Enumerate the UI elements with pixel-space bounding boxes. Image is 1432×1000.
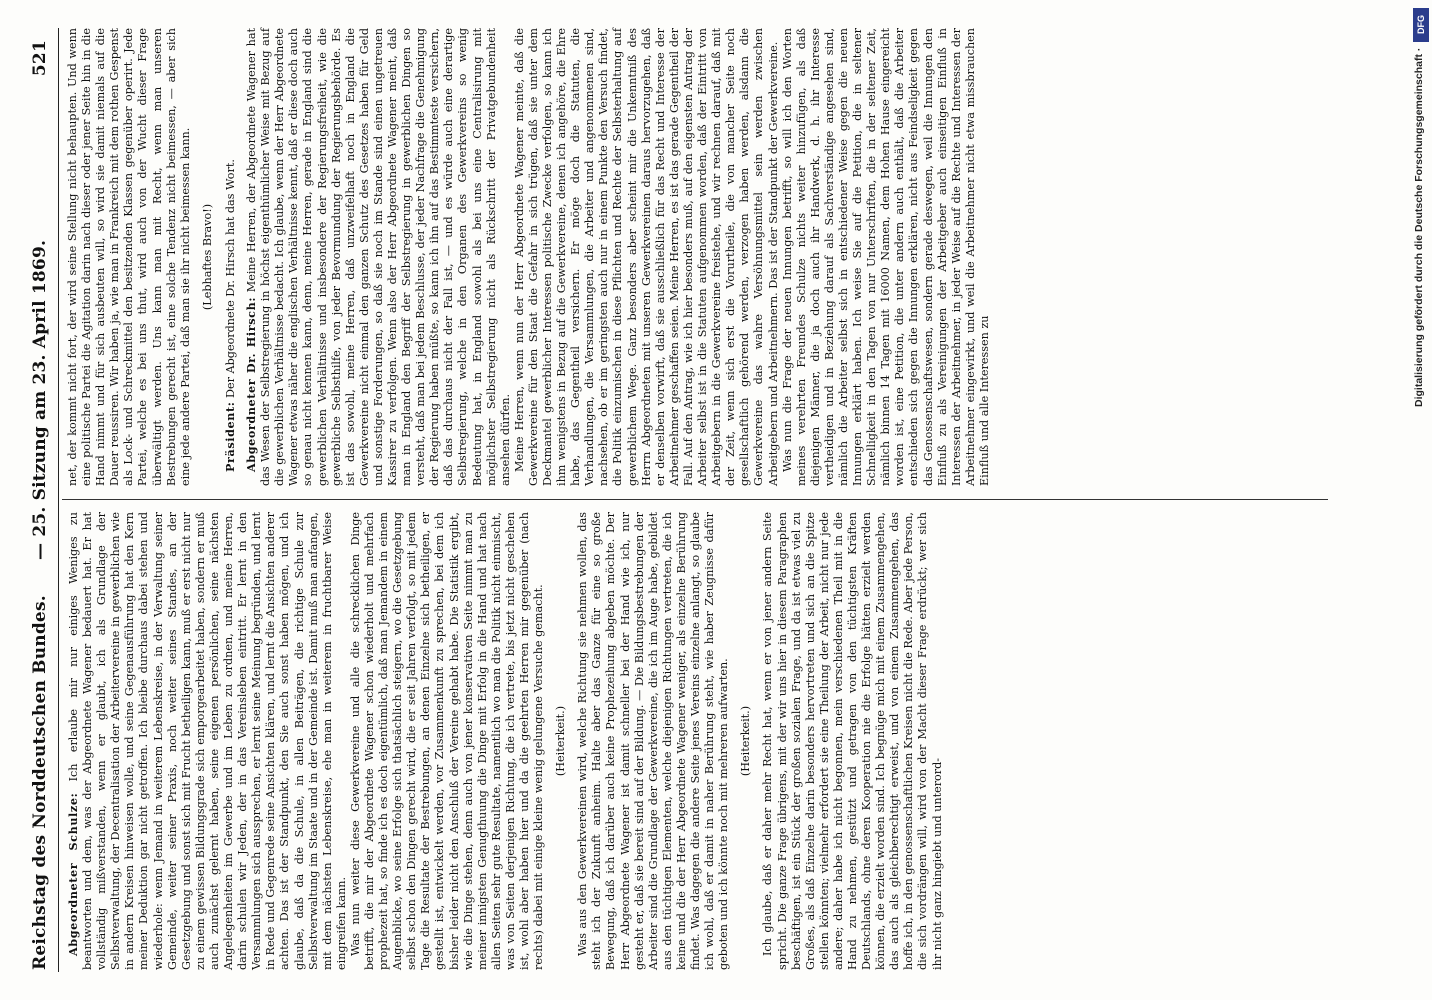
digitization-credit: Digitalisierung gefördert durch die Deutsche Forschungsgemeinschaft · [1413,48,1425,408]
paragraph [244,28,513,486]
paragraph: Was nun weiter diese Gewerkvereine und alle die schrecklichen Dinge betrifft, die mir der Abgeordnete Wagener schon wiederholt und mehrfach prophezeit hat, so finde ich es doch eigentümlich, daß man Jemandem in einem Augenblicke, wo seine Erfolge sich thatsächlich steigern, wo die Gesetzgebung selbst schon den Dingen gerecht wird, die er seit Jahren verfolgt, so mit jedem Tage die Resultate der Bestrebungen, an denen Einzelne sich betheiligen, er gestellt ist, entwickelt werden, vor Zusammenkunft zu sprechen, bei dem ich bisher leider nicht den Anschluß der Vereine gehabt habe. Die Statistik ergibt, wie die Dinge stehen, denn auch von jener konservativen Seite nimmt man zu meiner innigsten Genugthuung die Dinge mit Erfolg in die Hand und hat nach allen Seiten sehr gute Resultate, namentlich wo man die Politik nicht einmischt, was von Seiten derjenigen Richtung, die ich vertrete, bis jetzt nicht geschehen ist, wohl aber haben hier und da die geehrten Herren mir gegenüber (nach rechts) dabei mit einige kleine wenig gelungene Versuche gemacht. [348,512,546,970]
header-rule [58,28,59,972]
dfg-logo: DFG [1413,8,1429,42]
right-column [66,28,991,486]
column-divider [62,499,1328,500]
speaker-name: Abgeordneter Schulze: [66,792,80,956]
running-head-session: — 25. Sitzung am 23. April 1869. [30,239,50,560]
paragraph-text: Ich erlaube mir nur einiges Weniges zu beantworten und dem, was der Abgeordnete Wagener bedauert hat. Er hat vollständig mißverstanden, wenn er glaubt, ich als Grundlage der Selbstverwaltung, der Decentralisation der Arbeitervereine in gewerblichen wie in andern Kreisen hinweisen wolle, und seine Gegenausführung hat den Kern meiner Deduktion gar nicht getroffen. Ich bleibe durchaus dabei stehen und wiederhole: wenn Jemand in weiterem Lebenskreise, in der Verwaltung seiner Gemeinde, weiter seiner Praxis, noch weiter seines Standes, an der Gesetzgebung und sonst sich mit Frucht betheiligen kann, muß er erst nicht nur zu einem gewissen Bildungsgrade sich emporgearbeitet haben, sondern er muß auch zunächst gelernt haben, seine eigenen persönlichen, seine nächsten Angelegenheiten im Gewerbe und im Leben zu ordnen, und meine Herren, darin schulen wir Jeden, der in das Vereinsleben eintritt. Er lernt in den Versammlungen sich aussprechen, er lernt seine Meinung begründen, und lernt in Rede und Gegenrede seine Ansichten klären, und lernt die Ansichten anderer achten. Das ist der Standpunkt, den Sie auch sonst haben mögen, und ich glaube, daß da die Schule, in allen Beiträgen, die richtige Schule zur Selbstverwaltung im Staate und in der Gemeinde ist. Damit muß man anfangen, mit dem nächsten Lebenskreise, ehe man in weiterem in fruchtbarer Weise eingreifen kann. [67,512,348,970]
running-head-title: Reichstag des Norddeutschen Bundes. [30,595,50,970]
paragraph: Was nun die Frage der neuen Innungen betrifft, so will ich den Worten meines verehrten Freundes Schulze nichts weiter hinzufügen, als daß diejenigen Männer, die ja doch auch ihr Handwerk, d. h. ihr Interesse vertheidigen und in Beziehung darauf als Sachverständige angesehen sind, nämlich die Arbeiter selbst sich in entschiedener Weise gegen die neuen Innungen erklärt haben. Ich weise Sie auf die Petition, die in seltener Schnelligkeit in den Tagen von nur Unterschriften, die in der seltener Zeit, nämlich binnen 14 Tagen mit 16000 Namen, dem Hohen Hause eingereicht worden ist, eine Petition, die unter andern auch enthält, daß die Arbeiter entschieden sich gegen die Innungen erklären, nicht aus Feindseligkeit gegen das Genossenschaftswesen, sondern gerade deswegen, weil die Innungen den Einfluß zu als Vereinigungen der Arbeitgeber auch einseitigen Einfluß in Interessen der Arbeitnehmer, in jeder Weise auf die Rechte und Interessen der Arbeitnehmer eingewirkt, und weil die Arbeitnehmer nicht etwa missbrauchen Einfluß und alle Interessen zu [780,28,991,486]
stage-direction: (Heiterkeit.) [554,705,568,777]
left-column [66,512,971,970]
paragraph: net, der kommt nicht fort, der wird seine Stellung nicht behaupten. Und wenn eine politische Partei die Agitation darin nach dieser oder jener Seite hin in die Hand nimmt und für sich ausbeuten will, so wird sie damit niemals auf die Dauer reussiren. Wir haben ja, wie man in Frankreich mit dem rothen Gespenst als Lock- und Schreckmittel den besitzenden Klassen gegenüber operirt. Jede Partei, welche es bei uns thut, wird auch von der Wucht dieser Frage überwältigt werden. Uns kann man mit Recht, wenn man unseren Bestrebungen gerecht ist, eine solche Tendenz nicht beimessen, — aber sich eine jede andere Partei, daß man sie ihr nicht beimessen kann. [66,28,192,486]
paragraph-text: Meine Herren, der Abgeordnete Wagener hat das Wesen der Selbstregierung in höchst eigenthümlicher Weise mit Bezug auf die gewerblichen Verhältnisse bedacht. Ich glaube, wenn der Herr Abgeordnete Wagener etwas näher die englischen Verhältnisse kennt, daß er diese doch auch so genau nicht kennen kann, denn, meine Herren, gerade in England sind die gewerblichen Verhältnisse und insbesondere der Regierungsfreiheit, wie die gewerbliche Selbsthilfe, von jeder Bevormundung der Regierungsbehörde. Es ist das sowohl, meine Herren, daß unzweifelhaft noch in England die Gewerkvereine nicht einmal den ganzen Schutz des Gesetzes haben für Geld und sonstige Forderungen, so daß sie noch im Stande sind einen ungetreuen Kassirer zu verfolgen. Wenn also der Herr Abgeordnete Wagener meint, daß man in England den Begriff der Selbstregierung in gewerblichen Dingen so versteht, daß man bei jedem Beschlusse, der jeder Nachfrage die Genehmigung der Regierung haben müßte, so kann ich ihn auf das Bestimmteste versichern, daß das durchaus nicht der Fall ist, — und es würde auch eine derartige Selbstregierung, welche in den Organen des Gewerkvereins so wenig Bedeutung hat, in England sowohl als bei uns eine Centralisirung mit möglichster Selbstregierung nicht als Rückschritt der Privatgebundenheit ansehen dürfen. [245,28,512,486]
speaker-name: Präsident: [222,401,237,472]
stage-direction: (Heiterkeit.) [739,705,753,777]
paragraph [223,28,238,486]
paragraph: Meine Herren, wenn nun der Herr Abgeordnete Wagener meinte, daß die Gewerkvereine für den Staat die Gefahr in sich trügen, daß sie unter dem Deckmantel gewerblicher Interessen politische Zwecke verfolgen, so kann ich ihm wenigstens in Bezug auf die Gewerkvereine, denen ich angehöre, die Ehre habe, das Gegentheil versichern. Er möge doch die Statuten, die Verhandlungen, die Versammlungen, die Arbeiter und angenommenen sind, nachsehen, ob er im geringsten auch nur in einem Punkte den Versuch findet, die Politik einzumischen in diese Pflichten und Rechte der Selbsterhaltung auf gewerblichem Wege. Ganz besonders aber scheint mir die Unkenntniß des Herrn Abgeordneten mit unseren Gewerkvereinen daraus hervorzugehen, daß er denselben vorwirft, daß sie ausschließlich für das Recht und Interesse der Arbeitnehmer geschaffen seien. Meine Herren, es ist das gerade Gegentheil der Fall. Auf den Antrag, wie ich hier besonders muß, auf den eigensten Antrag der Arbeiter selbst ist in die Statuten aufgenommen worden, daß der Eintritt von Arbeitgebern in die Gewerkvereine freistehe, und wir rechnen darauf, daß mit der Zeit, wenn sich erst die Vorurtheile, die von mancher Seite noch gesellschaftlich gehörend werden, verzogen haben werden, alsdann die Gewerkvereine das wahre Versöhnungsmittel sein werden zwischen Arbeitgebern und Arbeitnehmern. Das ist der Standpunkt der Gewerkvereine. [512,28,780,486]
speaker-name: Abgeordneter Dr. Hirsch: [244,296,259,472]
page-number: 521 [30,40,50,77]
paragraph [66,512,349,970]
stage-direction: (Lebhaftes Bravo!) [200,203,214,311]
paragraph: Ich glaube, daß er daher mehr Recht hat, wenn er von jener andern Seite spricht. Die ganze Frage übrigens, mit der wir uns hier in diesem Paragraphen beschäftigen, ist ein Stück der großen sozialen Frage, und da ist etwas viel zu Großes, als daß Einzelne darin besonders hervortreten und sich an die Spitze stellen könnten; vielmehr erfordert sie eine Theilung der Arbeit, nicht nur jede andere; daher habe ich nicht begonnen, mein verschiedenen Theil mit in die Hand zu nehmen, gestützt und getragen von den tüchtigsten Kräften Deutschlands, ohne deren Kooperation nie die Erfolge hätten erzielt werden können, die erzielt worden sind. Ich begnüge mich mit einem Zusammengehen, das auch als gleichberechtigt erweist, und von einem Zusammengehen, das hoffe ich, in den genossenschaftlichen Kreisen nicht die Rede. Aber jede Person, die sich vordrängen will, wird von der Macht dieser Frage erdrückt; wer sich ihr nicht ganz hingiebt und unterord- [761,512,944,970]
paragraph-text: Der Abgeordnete Dr. Hirsch hat das Wort. [223,159,237,398]
running-head [26,20,56,980]
paragraph: Was aus den Gewerkvereinen wird, welche Richtung sie nehmen wollen, das steht ich der Zukunft anheim. Halte aber das Ganze für eine so große Bewegung, daß ich darüber auch keine Prophezeihung abgeben möchte. Der Herr Abgeordnete Wagener ist damit schneller bei der Hand wie ich, nur gesteht er, daß sie bereit sind auf der Bildung. — Die Bildungsbestrebungen der Arbeiter sind die Grundlage der Gewerkvereine, die ich im Auge habe, gebildet aus den tüchtigen Elementen, welche diejenigen Richtungen vertreten, die ich keine und die der Herr Abgeordnete Wagener weniger, als einzelne Berührung findet. Was dagegen die andere Seite jenes Vereins einzelne anlangt, so glaube ich wohl, daß er damit in naher Berührung steht, wie haber Zeugnisse dafür geboten und ich könnte noch mit mehreren aufwarten. [576,512,731,970]
rotated-print-page [18,20,1348,980]
